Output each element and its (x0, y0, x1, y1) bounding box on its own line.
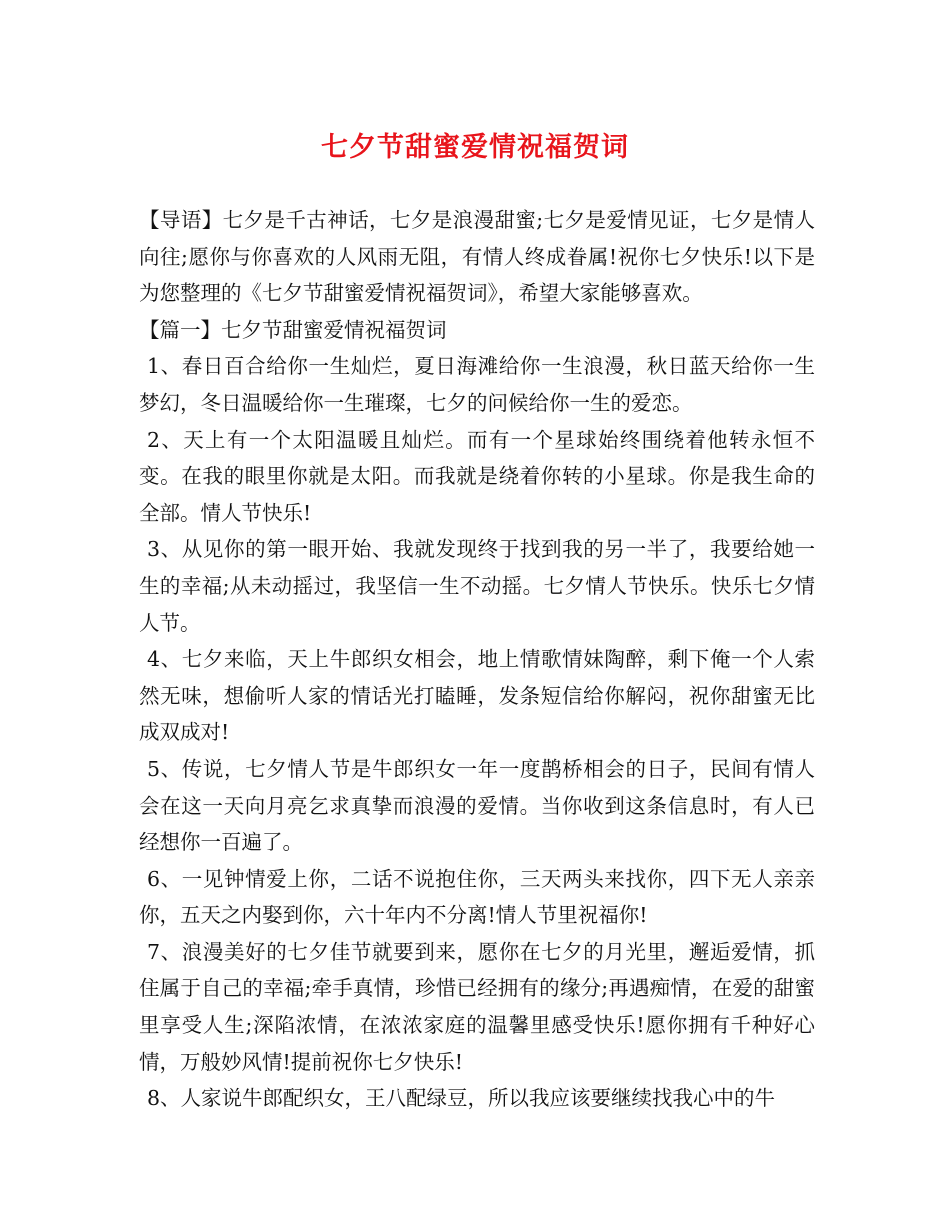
list-item: 5、传说，七夕情人节是牛郎织女一年一度鹊桥相会的日子，民间有情人会在这一天向月亮乞求真挚而浪漫的爱情。当你收到这条信息时，有人已经想你一百遍了。 (139, 756, 815, 855)
document-title: 七夕节甜蜜爱情祝福贺词 (321, 132, 629, 163)
section-heading: 【篇一】七夕节甜蜜爱情祝福贺词 (139, 317, 447, 342)
list-item: 8、人家说牛郎配织女，王八配绿豆，所以我应该要继续找我心中的牛 (147, 1086, 776, 1111)
list-item: 3、从见你的第一眼开始、我就发现终于找到我的另一半了，我要给她一生的幸福;从未动摇过，我坚信一生不动摇。七夕情人节快乐。快乐七夕情人节。 (139, 537, 815, 635)
list-item: 7、浪漫美好的七夕佳节就要到来，愿你在七夕的月光里，邂逅爱情，抓住属于自己的幸福;牵手真情，珍惜已经拥有的缘分;再遇痴情，在爱的甜蜜里享受人生;深陷浓情，在浓浓家庭的温馨里感受快乐!愿你拥有千种好心情，万般妙风情!提前祝你七夕快乐! (139, 939, 815, 1074)
document-body (139, 202, 815, 1117)
list-item: 4、七夕来临，天上牛郎织女相会，地上情歌情妹陶醉，剩下俺一个人索然无味，想偷听人家的情话光打瞌睡，发条短信给你解闷，祝你甜蜜无比成双成对! (139, 647, 815, 745)
intro-paragraph: 【导语】七夕是千古神话，七夕是浪漫甜蜜;七夕是爱情见证，七夕是情人向往;愿你与你喜欢的人风雨无阻，有情人终成眷属!祝你七夕快乐!以下是为您整理的《七夕节甜蜜爱情祝福贺词》，希望大家能够喜欢。 (139, 208, 815, 306)
list-item: 6、一见钟情爱上你，二话不说抱住你，三天两头来找你，四下无人亲亲你，五天之内娶到你，六十年内不分离!情人节里祝福你! (139, 866, 815, 928)
list-item: 2、天上有一个太阳温暖且灿烂。而有一个星球始终围绕着他转永恒不变。在我的眼里你就是太阳。而我就是绕着你转的小星球。你是我生命的全部。情人节快乐! (139, 427, 815, 525)
list-item: 1、春日百合给你一生灿烂，夏日海滩给你一生浪漫，秋日蓝天给你一生梦幻，冬日温暖给你一生璀璨，七夕的问候给你一生的爱恋。 (139, 354, 815, 415)
